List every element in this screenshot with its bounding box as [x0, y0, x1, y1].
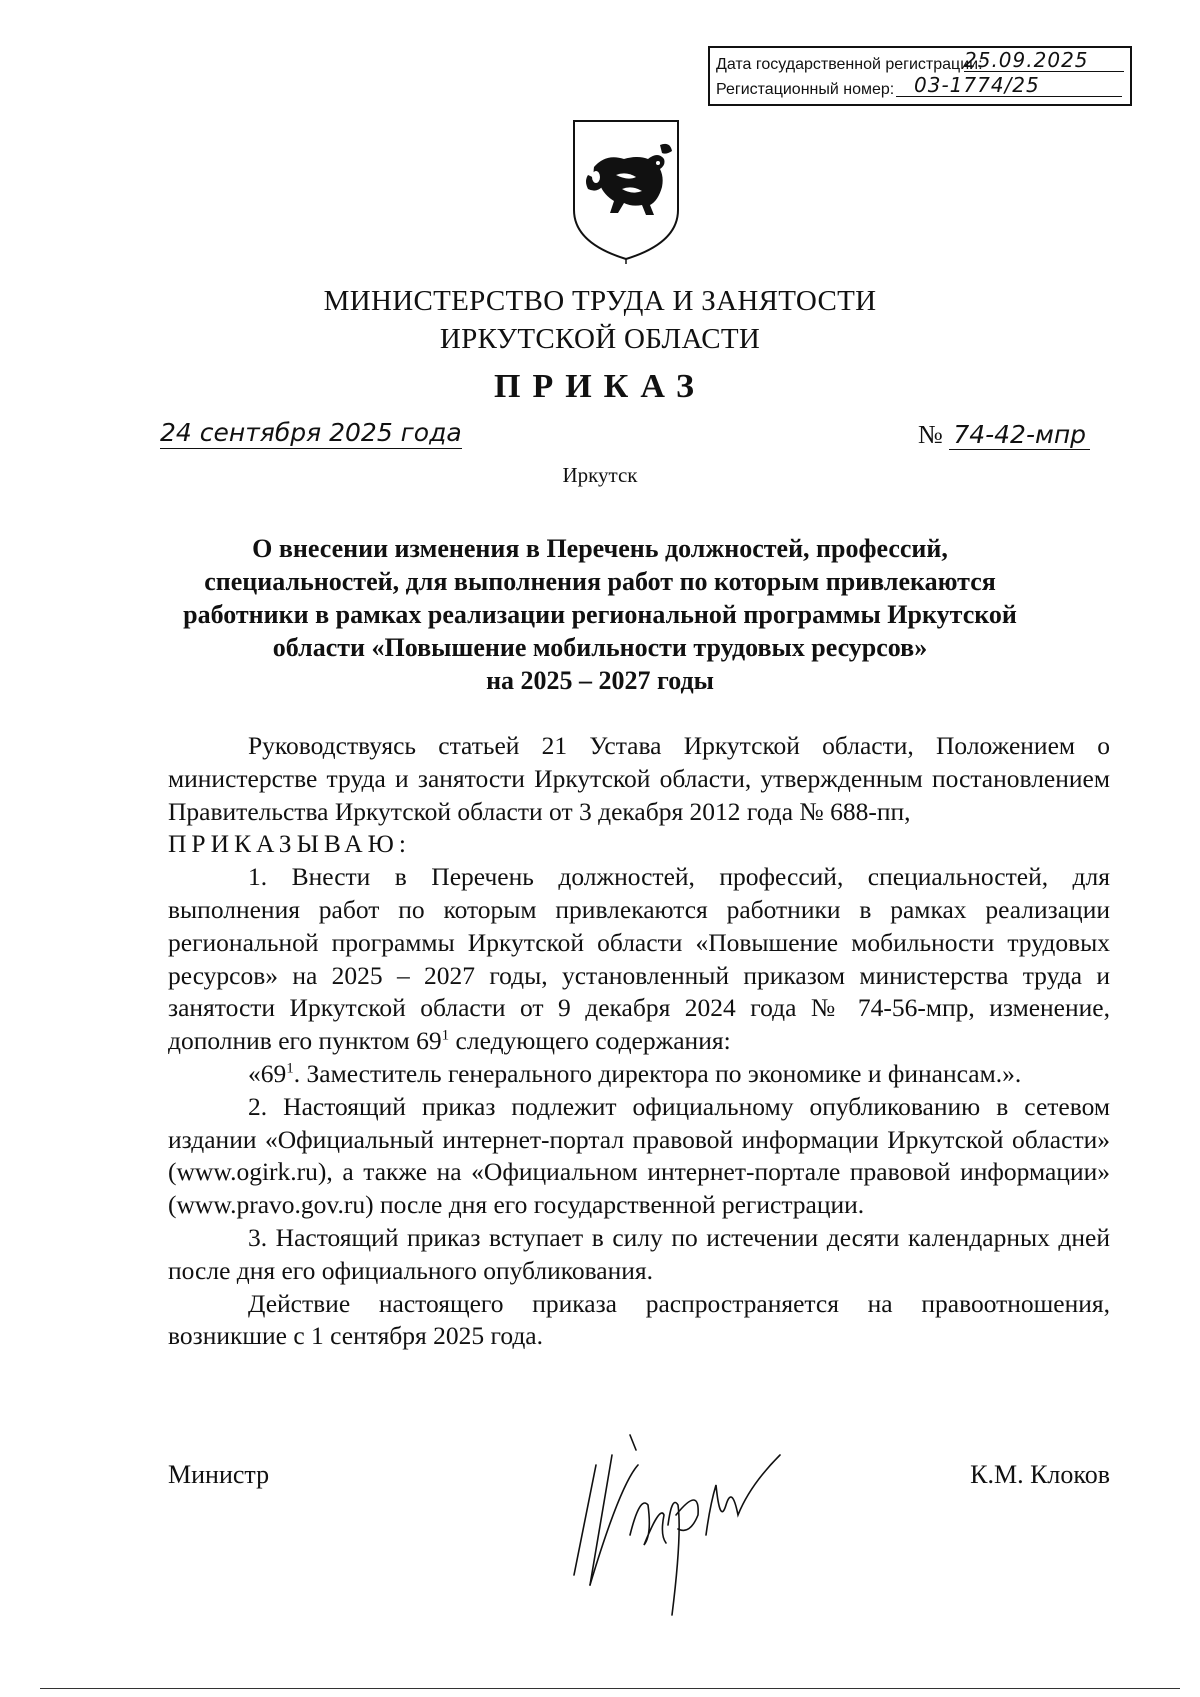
ministry-name — [0, 282, 1200, 358]
title-line-3: работники в рамках реализации региональной программы Иркутской — [183, 600, 1017, 629]
item-2-paragraph: 2. Настоящий приказ подлежит официальному опубликованию в сетевом издании «Официальный интернет-портал правовой информации Иркутской области» (www.ogirk.ru), а также на «Официальном интернет-портале правовой информации» (www.pravo.gov.ru) после дня его государственной регистрации. — [168, 1091, 1110, 1220]
coat-of-arms-icon — [566, 115, 686, 265]
order-number — [918, 420, 1090, 450]
document-type: ПРИКАЗ — [494, 368, 706, 405]
city: Иркутск — [562, 463, 638, 487]
order-date: 24 сентября 2025 года — [160, 418, 462, 447]
order-number-value: 74-42-мпр — [949, 420, 1090, 450]
item-1-quote — [168, 1058, 1110, 1091]
ministry-line-2: ИРКУТСКОЙ ОБЛАСТИ — [439, 323, 761, 355]
item-1-quote-start: «69 — [248, 1058, 287, 1088]
registration-date-value: 25.09.2025 — [964, 49, 1124, 72]
ministry-line-1: МИНИСТЕРСТВО ТРУДА И ЗАНЯТОСТИ — [323, 285, 877, 317]
item-1-quote-superscript: 1 — [286, 1060, 294, 1077]
item-1-text: 1. Внести в Перечень должностей, профессий, специальностей, для выполнения работ по которым привлекаются работники в рамках реализации региональной программы Иркутской области «Повышение мобильности трудовых ресурсов» на 2025 – 2027 годы, установленный приказом министерства труда и занятости Иркутской области от 9 декабря 2024 года № 74-56-мпр, изменение, дополнив его пунктом 69 — [168, 862, 1110, 1056]
document-body — [168, 730, 1110, 1353]
order-word: ПРИКАЗЫВАЮ: — [168, 829, 411, 859]
title-line-4: области «Повышение мобильности трудовых ресурсов» — [272, 633, 928, 662]
signatory-name: К.М. Клоков — [970, 1460, 1110, 1489]
title-line-2: специальностей, для выполнения работ по которым привлекаются — [204, 567, 996, 596]
registration-number-value: 03-1774/25 — [896, 74, 1122, 97]
handwritten-signature — [560, 1425, 820, 1625]
order-number-prefix: № — [918, 420, 943, 449]
item-1-quote-end: . Заместитель генерального директора по экономике и финансам.». — [293, 1058, 1022, 1088]
item-3-paragraph: 3. Настоящий приказ вступает в силу по истечении десяти календарных дней после дня его официального опубликования. — [168, 1222, 1110, 1285]
item-1-superscript: 1 — [441, 1027, 450, 1044]
item-1-text-end: следующего содержания: — [449, 1026, 731, 1056]
registration-number-label: Регистационный номер: — [716, 81, 895, 98]
registration-number-row — [716, 73, 1124, 102]
registration-stamp — [708, 46, 1132, 106]
document-title — [0, 532, 1200, 697]
preamble-paragraph: Руководствуясь статьей 21 Устава Иркутской области, Положением о министерстве труда и занятости Иркутской области, утвержденным постановлением Правительства Иркутской области от 3 декабря 2012 года № 688-пп, — [168, 731, 1110, 826]
item-4-paragraph: Действие настоящего приказа распространяется на правоотношения, возникшие с 1 сентября 2025 года. — [168, 1288, 1110, 1351]
page-bottom-rule — [40, 1688, 1180, 1689]
item-1-paragraph — [168, 861, 1110, 1058]
registration-date-label: Дата государственной регистрации: — [716, 56, 983, 73]
signatory-position: Министр — [168, 1460, 270, 1489]
title-line-1: О внесении изменения в Перечень должностей, профессий, — [252, 534, 948, 563]
title-line-5: на 2025 – 2027 годы — [486, 666, 714, 695]
